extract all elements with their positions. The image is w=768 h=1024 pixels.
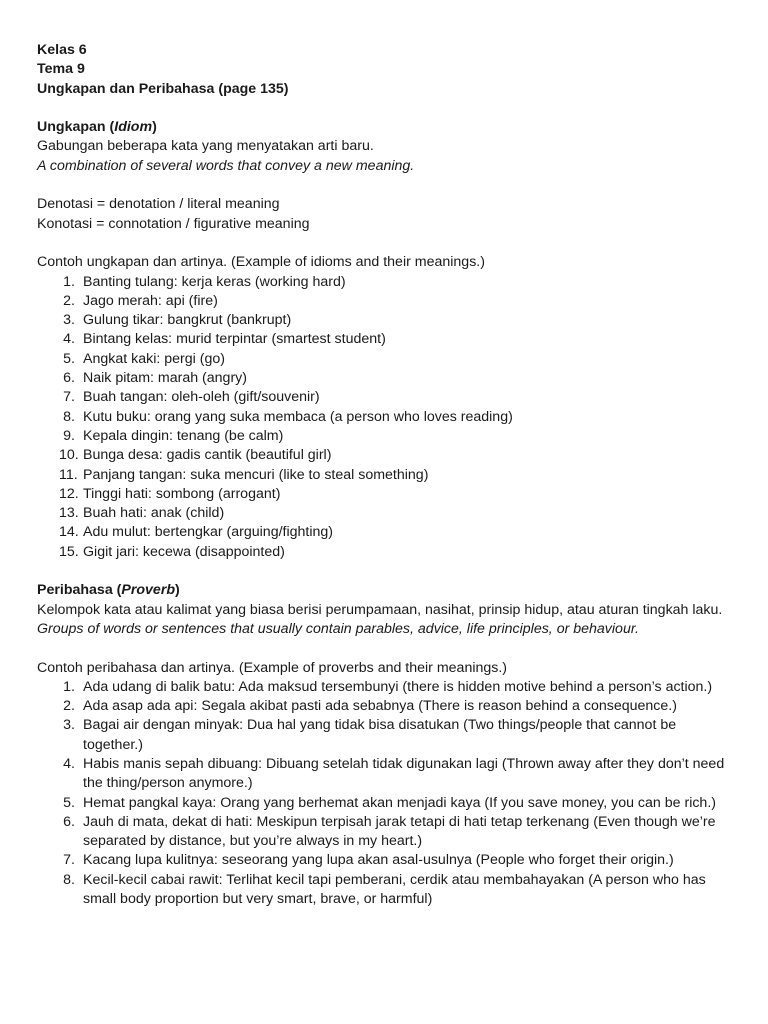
list-number: 6. bbox=[63, 370, 75, 387]
list-number: 2. bbox=[63, 698, 75, 715]
list-text: Habis manis sepah dibuang: Dibuang setelah tidak digunakan lagi (Thrown away after they don’t need the thing/person anymore.) bbox=[83, 755, 725, 792]
proverb-list bbox=[37, 678, 737, 910]
page-title: Ungkapan dan Peribahasa (page 135) bbox=[37, 80, 289, 97]
list-item bbox=[37, 273, 737, 292]
list-number: 11. bbox=[59, 466, 78, 483]
proverb-definition-en: Groups of words or sentences that usually contain parables, advice, life principles, or behaviour. bbox=[37, 620, 639, 637]
list-text: Panjang tangan: suka mencuri (like to steal something) bbox=[83, 466, 429, 483]
list-text: Hemat pangkal kaya: Orang yang berhemat akan menjadi kaya (If you save money, you can be rich.) bbox=[83, 794, 716, 811]
list-number: 7. bbox=[63, 389, 75, 406]
list-item bbox=[37, 794, 737, 813]
list-text: Kecil-kecil cabai rawit: Terlihat kecil tapi pemberani, cerdik atau membahayakan (A person who has small body proportion but very smart, brave, or harmful) bbox=[83, 871, 706, 908]
list-item bbox=[37, 523, 737, 542]
list-item bbox=[37, 504, 737, 523]
list-number: 15. bbox=[59, 543, 79, 560]
list-text: Ada udang di balik batu: Ada maksud tersembunyi (there is hidden motive behind a person’s action.) bbox=[83, 678, 713, 695]
class-label: Kelas 6 bbox=[37, 42, 87, 58]
list-text: Gulung tikar: bangkrut (bankrupt) bbox=[83, 312, 292, 329]
list-text: Tinggi hati: sombong (arrogant) bbox=[83, 485, 281, 502]
list-text: Kacang lupa kulitnya: seseorang yang lupa akan asal-usulnya (People who forget their origin.) bbox=[83, 852, 674, 869]
list-number: 14. bbox=[59, 524, 79, 541]
list-text: Gigit jari: kecewa (disappointed) bbox=[83, 543, 285, 560]
idiom-definition: Gabungan beberapa kata yang menyatakan arti baru. bbox=[37, 138, 374, 155]
list-number: 4. bbox=[63, 331, 75, 348]
idiom-definition-en: A combination of several words that convey a new meaning. bbox=[37, 157, 415, 174]
list-number: 3. bbox=[63, 717, 75, 734]
list-text: Jago merah: api (fire) bbox=[83, 292, 218, 309]
list-text: Jauh di mata, dekat di hati: Meskipun terpisah jarak tetapi di hati tetap terkenang (Even though we’re separated by distance, but you’re always in my heart.) bbox=[83, 813, 716, 850]
list-item bbox=[37, 697, 737, 716]
list-item bbox=[37, 446, 737, 465]
document-page bbox=[37, 41, 737, 909]
list-item bbox=[37, 716, 737, 755]
list-item bbox=[37, 388, 737, 407]
proverb-heading: Peribahasa (Proverb) bbox=[37, 582, 180, 599]
theme-label: Tema 9 bbox=[37, 61, 85, 78]
connotation-line: Konotasi = connotation / figurative meaning bbox=[37, 215, 310, 232]
list-number: 2. bbox=[63, 292, 75, 309]
list-item bbox=[37, 311, 737, 330]
list-number: 13. bbox=[59, 505, 79, 522]
list-text: Buah tangan: oleh-oleh (gift/souvenir) bbox=[83, 389, 320, 406]
list-number: 8. bbox=[63, 871, 75, 888]
list-item bbox=[37, 678, 737, 697]
list-number: 4. bbox=[63, 755, 75, 772]
proverb-examples-intro: Contoh peribahasa dan artinya. (Example of proverbs and their meanings.) bbox=[37, 659, 508, 676]
list-number: 10. bbox=[59, 447, 79, 464]
list-number: 1. bbox=[63, 273, 75, 290]
denotation-line: Denotasi = denotation / literal meaning bbox=[37, 196, 280, 213]
list-item bbox=[37, 485, 737, 504]
list-number: 1. bbox=[63, 678, 75, 695]
list-item bbox=[37, 813, 737, 852]
list-item bbox=[37, 408, 737, 427]
list-number: 3. bbox=[63, 312, 75, 329]
idiom-examples-intro: Contoh ungkapan dan artinya. (Example of idioms and their meanings.) bbox=[37, 254, 485, 271]
list-text: Angkat kaki: pergi (go) bbox=[83, 350, 225, 367]
list-text: Kepala dingin: tenang (be calm) bbox=[83, 427, 284, 444]
list-number: 7. bbox=[63, 852, 75, 869]
list-item bbox=[37, 350, 737, 369]
list-number: 5. bbox=[63, 350, 75, 367]
list-text: Adu mulut: bertengkar (arguing/fighting) bbox=[83, 524, 333, 541]
list-text: Banting tulang: kerja keras (working hard) bbox=[83, 273, 346, 290]
list-item bbox=[37, 851, 737, 870]
list-text: Naik pitam: marah (angry) bbox=[83, 370, 247, 387]
list-text: Ada asap ada api: Segala akibat pasti ada sebabnya (There is reason behind a consequence.) bbox=[83, 698, 677, 715]
list-number: 6. bbox=[63, 813, 75, 830]
list-item bbox=[37, 543, 737, 562]
list-text: Bintang kelas: murid terpintar (smartest student) bbox=[83, 331, 386, 348]
list-item bbox=[37, 871, 737, 910]
list-item bbox=[37, 466, 737, 485]
list-text: Bagai air dengan minyak: Dua hal yang tidak bisa disatukan (Two things/people that cannot be together.) bbox=[83, 717, 677, 753]
list-item bbox=[37, 369, 737, 388]
list-number: 9. bbox=[63, 427, 75, 444]
idiom-heading: Ungkapan (Idiom) bbox=[37, 119, 157, 136]
list-text: Kutu buku: orang yang suka membaca (a person who loves reading) bbox=[83, 408, 513, 425]
proverb-definition: Kelompok kata atau kalimat yang biasa berisi perumpamaan, nasihat, prinsip hidup, atau aturan tingkah laku. bbox=[37, 601, 723, 618]
list-item bbox=[37, 292, 737, 311]
idiom-list bbox=[37, 273, 737, 562]
list-text: Buah hati: anak (child) bbox=[83, 505, 225, 522]
list-item bbox=[37, 427, 737, 446]
list-number: 12. bbox=[59, 485, 79, 502]
list-item bbox=[37, 755, 737, 794]
list-number: 8. bbox=[63, 408, 75, 425]
list-text: Bunga desa: gadis cantik (beautiful girl) bbox=[83, 447, 332, 464]
list-number: 5. bbox=[63, 794, 75, 811]
list-item bbox=[37, 330, 737, 349]
